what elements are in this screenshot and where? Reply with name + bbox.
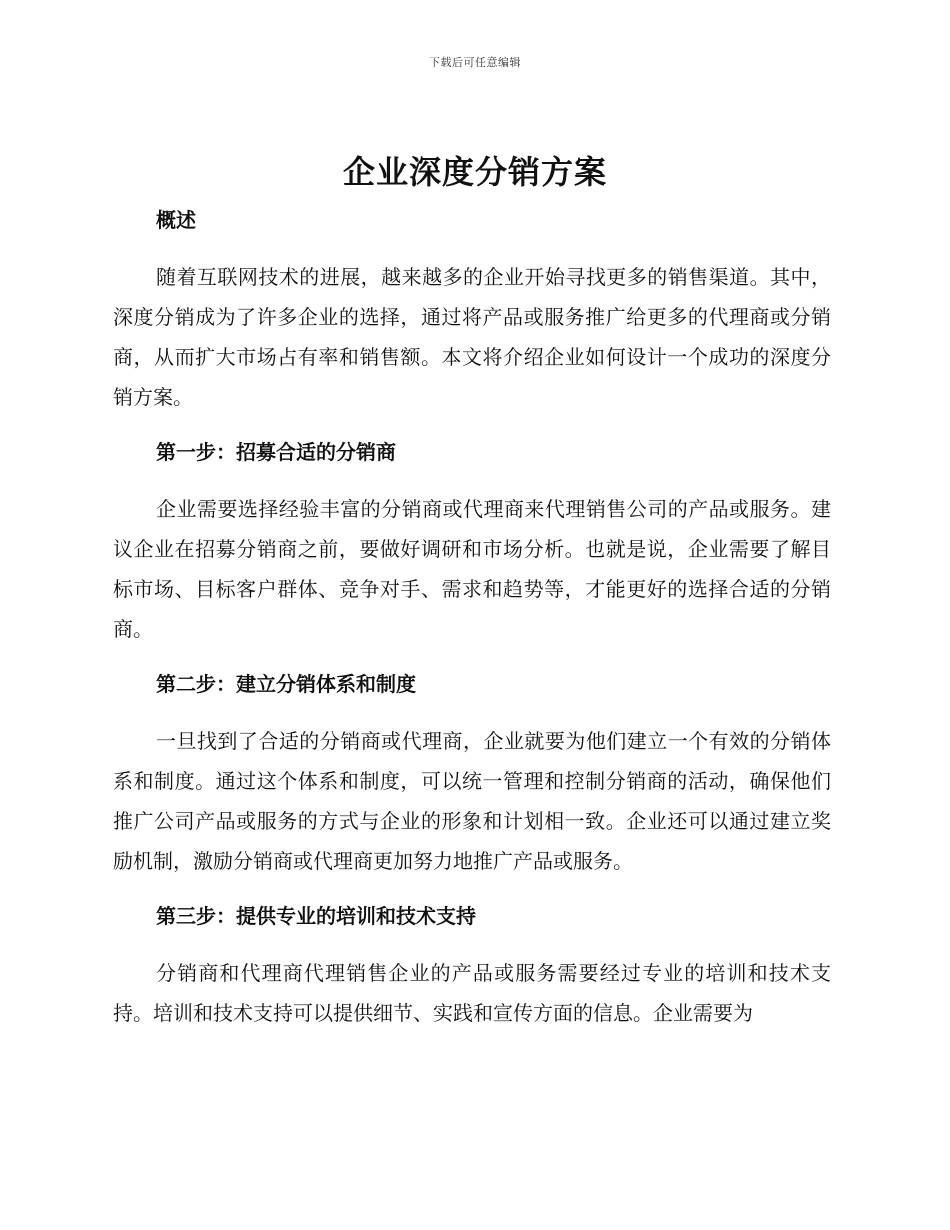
document-title: 企业深度分销方案 [342,153,607,191]
section-heading: 第一步：招募合适的分销商 [156,440,396,464]
section-step-3 [113,901,831,1033]
section-heading: 第三步：提供专业的培训和技术支持 [156,904,476,928]
header-note: 下载后可任意编辑 [429,56,521,69]
section-heading: 概述 [156,208,196,232]
section-paragraph: 分销商和代理商代理销售企业的产品或服务需要经过专业的培训和技术支持。培训和技术支持可以提供细节、实践和宣传方面的信息。企业需要为 [113,961,831,1025]
section-overview [113,205,831,437]
document-body [113,205,831,1033]
section-paragraph: 一旦找到了合适的分销商或代理商，企业就要为他们建立一个有效的分销体系和制度。通过这个体系和制度，可以统一管理和控制分销商的活动，确保他们推广公司产品或服务的方式与企业的形象和计划相一致。企业还可以通过建立奖励机制，激励分销商或代理商更加努力地推广产品或服务。 [113,729,831,873]
section-step-2 [113,669,831,901]
section-paragraph: 随着互联网技术的进展，越来越多的企业开始寻找更多的销售渠道。其中，深度分销成为了许多企业的选择，通过将产品或服务推广给更多的代理商或分销商，从而扩大市场占有率和销售额。本文将介绍企业如何设计一个成功的深度分销方案。 [113,265,831,409]
section-step-1 [113,437,831,669]
section-heading: 第二步：建立分销体系和制度 [156,672,416,696]
section-paragraph: 企业需要选择经验丰富的分销商或代理商来代理销售公司的产品或服务。建议企业在招募分销商之前，要做好调研和市场分析。也就是说，企业需要了解目标市场、目标客户群体、竞争对手、需求和趋势等，才能更好的选择合适的分销商。 [113,497,831,641]
